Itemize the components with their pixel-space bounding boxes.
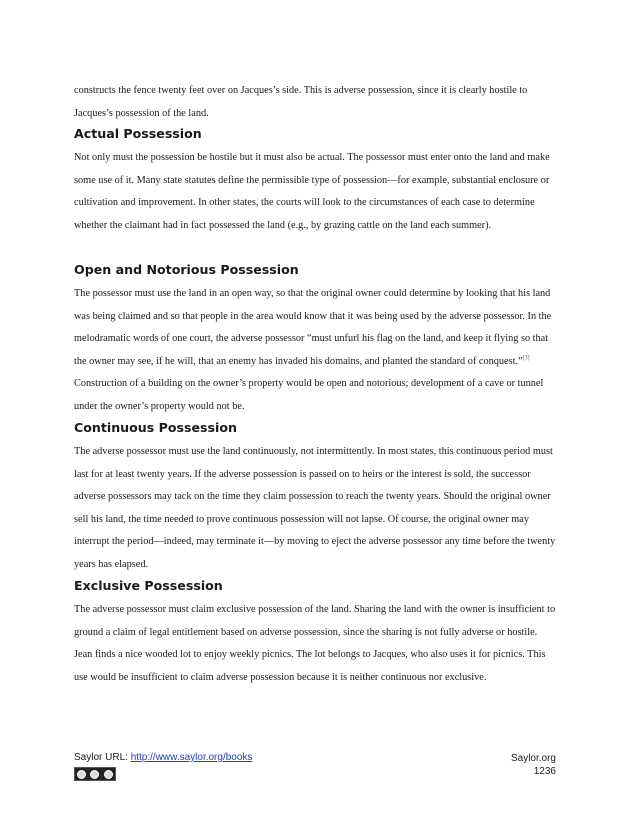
paragraph-actual-possession: Not only must the possession be hostile but it must also be actual. The possessor must enter onto the land and make some use of it. Many state statutes define the permissible type of possession—for example, substantial enclosure or cultivation and improvement. In other states, the courts will look to the circumstances of each case to determine whether the claimant had in fact possessed the land (e.g., by grazing cattle on the land each summer). xyxy=(74,152,550,231)
paragraph-open-part2: Construction of a building on the owner’s property would be open and notorious; development of a cave or tunnel under the owner’s property would not be. xyxy=(74,378,544,412)
footer-source xyxy=(74,752,252,763)
heading-open-notorious-possession: Open and Notorious Possession xyxy=(74,262,299,277)
nc-icon xyxy=(104,770,113,779)
heading-exclusive-possession: Exclusive Possession xyxy=(74,578,223,593)
footer-url-label: Saylor URL: xyxy=(74,752,131,763)
creative-commons-badge-icon[interactable] xyxy=(74,767,116,781)
footnote-link[interactable]: [3] xyxy=(522,355,530,362)
cc-icon xyxy=(77,770,86,779)
paragraph-exclusive-possession: The adverse possessor must claim exclusive possession of the land. Sharing the land with the owner is insufficient to ground a claim of legal entitlement based on adverse possession, since the sharing is not fully adverse or hostile. Jean finds a nice wooded lot to enjoy weekly picnics. The lot belongs to Jacques, who also uses it for picnics. This use would be insufficient to claim adverse possession because it is neither continuous nor exclusive. xyxy=(74,604,556,683)
by-icon xyxy=(90,770,99,779)
heading-continuous-possession: Continuous Possession xyxy=(74,420,237,435)
footer-site-name: Saylor.org xyxy=(510,753,556,764)
paragraph-open-notorious-possession xyxy=(74,283,556,419)
paragraph-continuous-possession: The adverse possessor must use the land continuously, not intermittently. In most states, this continuous period must last for at least twenty years. If the adverse possession is passed on to heirs or the interest is sold, the successor adverse possessors may tack on the time they claim possession to reach the twenty years. Should the original owner sell his land, the time needed to prove continuous possession will not lapse. Of course, the original owner may interrupt the period—indeed, may terminate it—by moving to eject the adverse possessor any time before the twenty years has elapsed. xyxy=(74,446,556,570)
page-number: 1236 xyxy=(533,766,556,777)
footer-page-info xyxy=(511,752,556,778)
paragraph-intro: constructs the fence twenty feet over on Jacques’s side. This is adverse possession, since it is clearly hostile to Jacques’s possession of the land. xyxy=(74,85,528,119)
paragraph-open-part1: The possessor must use the land in an open way, so that the original owner could determine by looking that his land was being claimed and so that people in the area would know that it was being used by the adverse possessor. In the melodramatic words of one court, the adverse possessor “must unfurl his flag on the land, and keep it flying so that the owner may see, if he will, that an enemy has invaded his domains, and planted the standard of conquest.” xyxy=(74,288,552,367)
saylor-books-link[interactable]: http://www.saylor.org/books xyxy=(130,752,253,763)
heading-actual-possession: Actual Possession xyxy=(74,126,202,141)
